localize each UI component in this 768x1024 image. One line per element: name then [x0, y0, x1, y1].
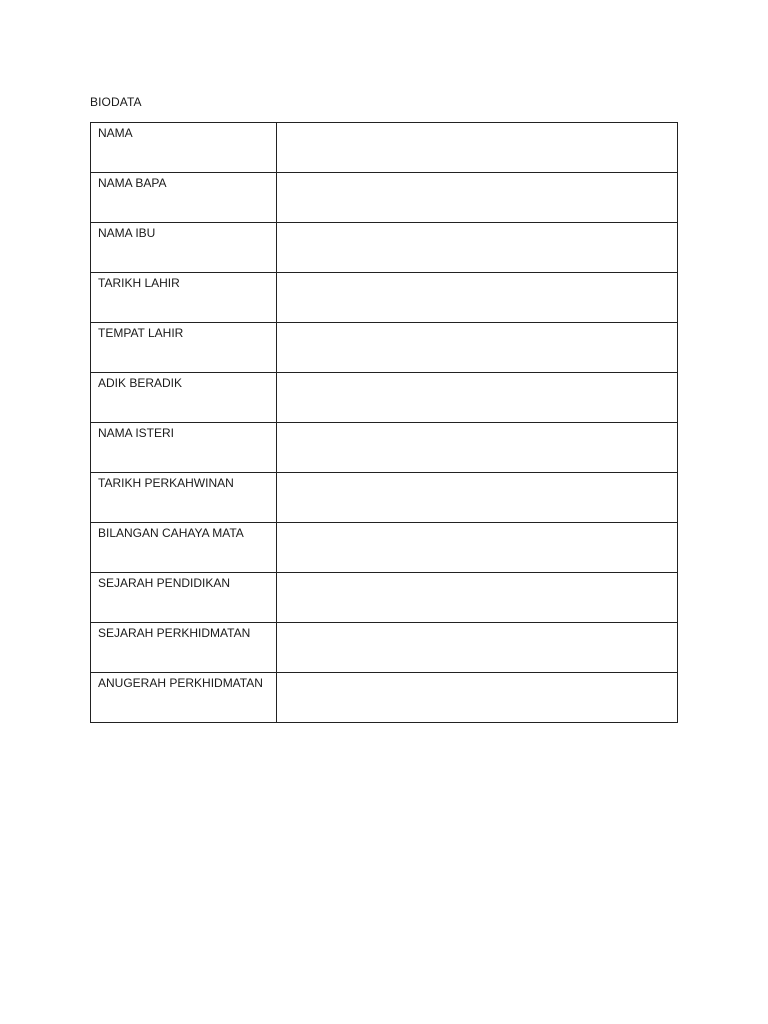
table-row	[91, 173, 678, 223]
table-row	[91, 473, 678, 523]
field-label: NAMA	[98, 126, 133, 140]
field-label: BILANGAN CAHAYA MATA	[98, 526, 244, 540]
field-label-cell	[91, 373, 277, 423]
field-label: ADIK BERADIK	[98, 376, 183, 390]
field-label: TARIKH LAHIR	[98, 276, 180, 290]
field-label: TEMPAT LAHIR	[98, 326, 184, 340]
field-value-cell[interactable]	[277, 623, 678, 673]
field-value-cell[interactable]	[277, 323, 678, 373]
field-value-cell[interactable]	[277, 223, 678, 273]
table-row	[91, 423, 678, 473]
field-value-cell[interactable]	[277, 573, 678, 623]
field-value-cell[interactable]	[277, 273, 678, 323]
field-label: NAMA ISTERI	[98, 426, 175, 440]
table-row	[91, 373, 678, 423]
table-row	[91, 623, 678, 673]
field-value-cell[interactable]	[277, 123, 678, 173]
field-label-cell	[91, 173, 277, 223]
field-label-cell	[91, 673, 277, 723]
field-label-cell	[91, 123, 277, 173]
field-label: NAMA IBU	[98, 226, 156, 240]
table-row	[91, 323, 678, 373]
field-label-cell	[91, 423, 277, 473]
field-label: SEJARAH PERKHIDMATAN	[98, 626, 251, 640]
field-label: SEJARAH PENDIDIKAN	[98, 576, 231, 590]
biodata-table	[90, 122, 678, 723]
table-row	[91, 273, 678, 323]
field-label-cell	[91, 273, 277, 323]
field-label-cell	[91, 323, 277, 373]
field-label-cell	[91, 473, 277, 523]
field-value-cell[interactable]	[277, 173, 678, 223]
table-row	[91, 673, 678, 723]
table-row	[91, 223, 678, 273]
field-label: ANUGERAH PERKHIDMATAN	[98, 676, 263, 690]
field-label: NAMA BAPA	[98, 176, 167, 190]
biodata-table-body	[91, 123, 678, 723]
field-label: TARIKH PERKAHWINAN	[98, 476, 234, 490]
field-value-cell[interactable]	[277, 473, 678, 523]
field-label-cell	[91, 223, 277, 273]
table-row	[91, 523, 678, 573]
field-label-cell	[91, 573, 277, 623]
field-value-cell[interactable]	[277, 523, 678, 573]
field-value-cell[interactable]	[277, 423, 678, 473]
table-row	[91, 123, 678, 173]
field-value-cell[interactable]	[277, 373, 678, 423]
field-label-cell	[91, 623, 277, 673]
document-title: BIODATA	[90, 95, 142, 109]
field-label-cell	[91, 523, 277, 573]
field-value-cell[interactable]	[277, 673, 678, 723]
table-row	[91, 573, 678, 623]
